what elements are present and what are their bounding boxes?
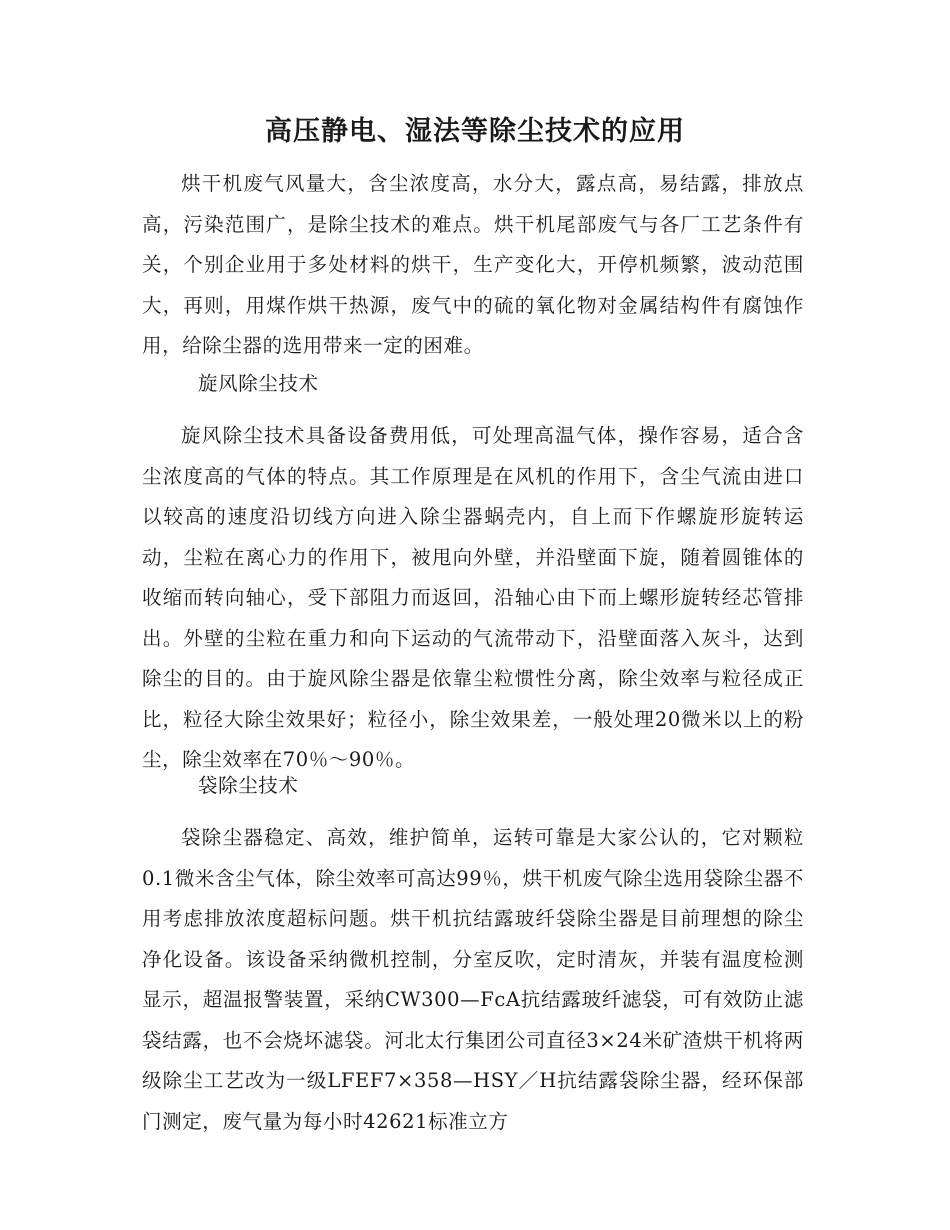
paragraph-cyclone: 旋风除尘技术具备设备费用低，可处理高温气体，操作容易，适合含尘浓度高的气体的特点。其工作原理是在风机的作用下，含尘气流由进口以较高的速度沿切线方向进入除尘器蜗壳内，自上而下作螺旋形旋转运动，尘粒在离心力的作用下，被甩向外壁，并沿壁面下旋，随着圆锥体的收缩而转向轴心，受下部阻力而返回，沿轴心由下而上螺形旋转经芯管排出。外壁的尘粒在重力和向下运动的气流带动下，沿壁面落入灰斗，达到除尘的目的。由于旋风除尘器是依靠尘粒惯性分离，除尘效率与粒径成正比，粒径大除尘效果好；粒径小，除尘效果差，一般处理20微米以上的粉尘，除尘效率在70％～90％。 <box>142 424 804 771</box>
document-title: 高压静电、湿法等除尘技术的应用 <box>265 116 685 147</box>
section-heading-cyclone: 旋风除尘技术 <box>198 372 319 395</box>
paragraph-intro: 烘干机废气风量大，含尘浓度高，水分大，露点高，易结露，排放点高，污染范围广，是除尘技术的难点。烘干机尾部废气与各厂工艺条件有关，个别企业用于多处材料的烘干，生产变化大，开停机频繁，波动范围大，再则，用煤作烘干热源，废气中的硫的氧化物对金属结构件有腐蚀作用，给除尘器的选用带来一定的困难。 <box>142 172 804 357</box>
paragraph-bag-filter: 袋除尘器稳定、高效，维护简单，运转可靠是大家公认的，它对颗粒0.1微米含尘气体，除尘效率可高达99％，烘干机废气除尘选用袋除尘器不用考虑排放浓度超标问题。烘干机抗结露玻纤袋除尘器是目前理想的除尘净化设备。该设备采纳微机控制，分室反吹，定时清灰，并装有温度检测显示，超温报警装置，采纳CW300—FcA抗结露玻纤滤袋，可有效防止滤袋结露，也不会烧坏滤袋。河北太行集团公司直径3×24米矿渣烘干机将两级除尘工艺改为一级LFEF7×358—HSY／H抗结露袋除尘器，经环保部门测定，废气量为每小时42621标准立方 <box>142 826 804 1133</box>
section-heading-bag-filter: 袋除尘技术 <box>198 774 299 797</box>
